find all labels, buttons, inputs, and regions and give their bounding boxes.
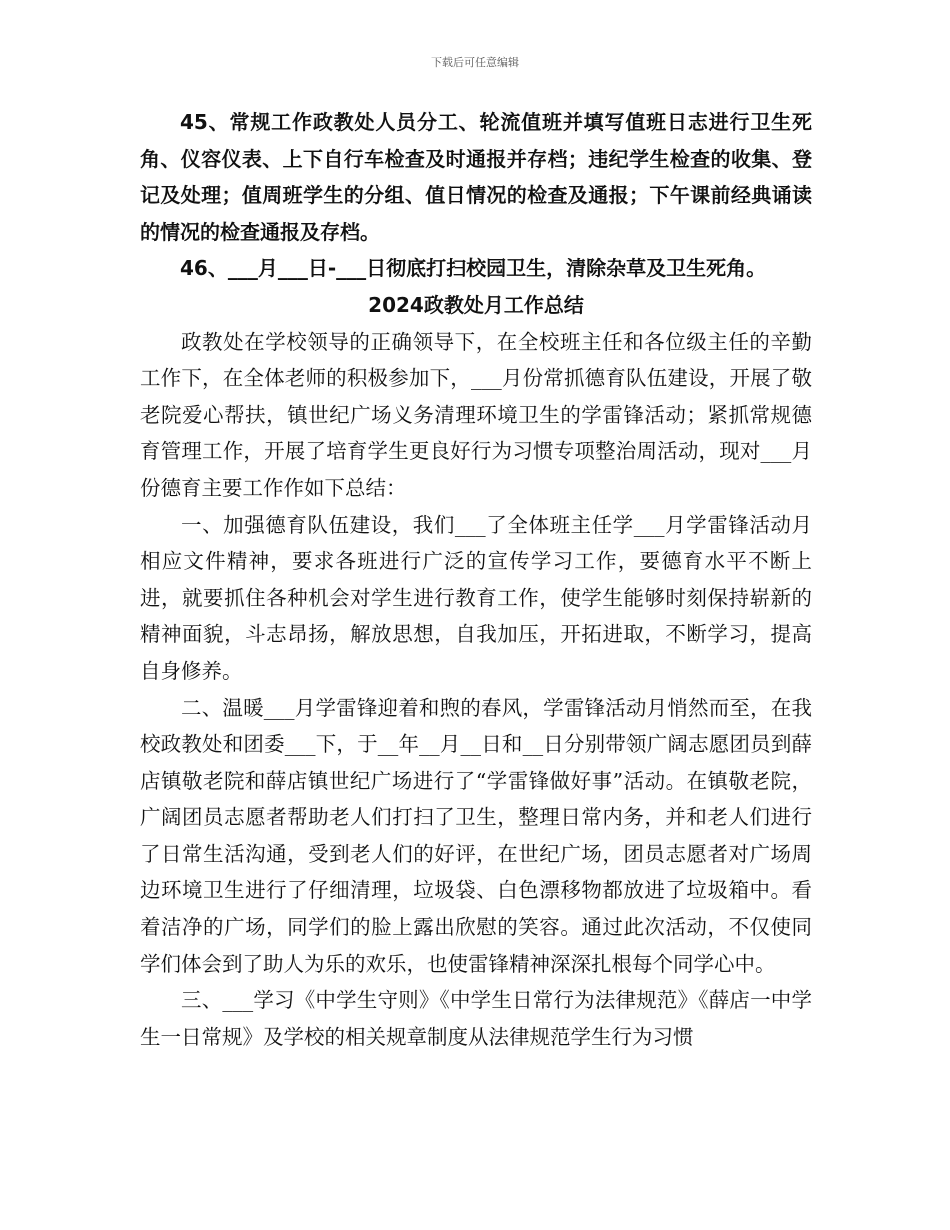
paragraph-section-1: 一、加强德育队伍建设，我们___了全体班主任学___月学雷锋活动月相应文件精神，要求各班进行广泛的宣传学习工作，要德育水平不断上进，就要抓住各种机会对学生进行教育工作，使学生能够时刻保持崭新的精神面貌，斗志昂扬，解放思想，自我加压，开拓进取，不断学习，提高自身修养。 — [140, 512, 812, 683]
paragraph-section-2: 二、温暖___月学雷锋迎着和煦的春风，学雷锋活动月悄然而至，在我校政教处和团委___下，于__年__月__日和__日分别带领广阔志愿团员到薛店镇敬老院和薛店镇世纪广场进行了“学雷锋做好事”活动。在镇敬老院，广阔团员志愿者帮助老人们打扫了卫生，整理日常内务，并和老人们进行了日常生活沟通，受到老人们的好评，在世纪广场，团员志愿者对广场周边环境卫生进行了仔细清理，垃圾袋、白色漂移物都放进了垃圾箱中。看着洁净的广场，同学们的脸上露出欣慰的笑容。通过此次活动，不仅使同学们体会到了助人为乐的欢乐，也使雷锋精神深深扎根每个同学心中。 — [140, 695, 812, 976]
paragraph-intro: 政教处在学校领导的正确领导下，在全校班主任和各位级主任的辛勤工作下，在全体老师的积极参加下，___月份常抓德育队伍建设，开展了敬老院爱心帮扶，镇世纪广场义务清理环境卫生的学雷锋活动；紧抓常规德育管理工作，开展了培育学生更良好行为习惯专项整治周活动，现对___月份德育主要工作作如下总结： — [140, 329, 812, 500]
list-item-45: 45、常规工作政教处人员分工、轮流值班并填写值班日志进行卫生死角、仪容仪表、上下自行车检查及时通报并存档；违纪学生检查的收集、登记及处理；值周班学生的分组、值日情况的检查及通报；下午课前经典诵读的情况的检查通报及存档。 — [140, 110, 812, 244]
page-header: 下载后可任意编辑 — [431, 56, 519, 69]
list-item-46: 46、___月___日-___日彻底打扫校园卫生，清除杂草及卫生死角。 — [180, 256, 767, 281]
document-title: 2024政教处月工作总结 — [368, 292, 584, 317]
document-body — [140, 104, 812, 1055]
paragraph-section-3: 三、___学习《中学生守则》《中学生日常行为法律规范》《薛店一中学生一日常规》及学校的相关规章制度从法律规范学生行为习惯 — [140, 988, 812, 1049]
